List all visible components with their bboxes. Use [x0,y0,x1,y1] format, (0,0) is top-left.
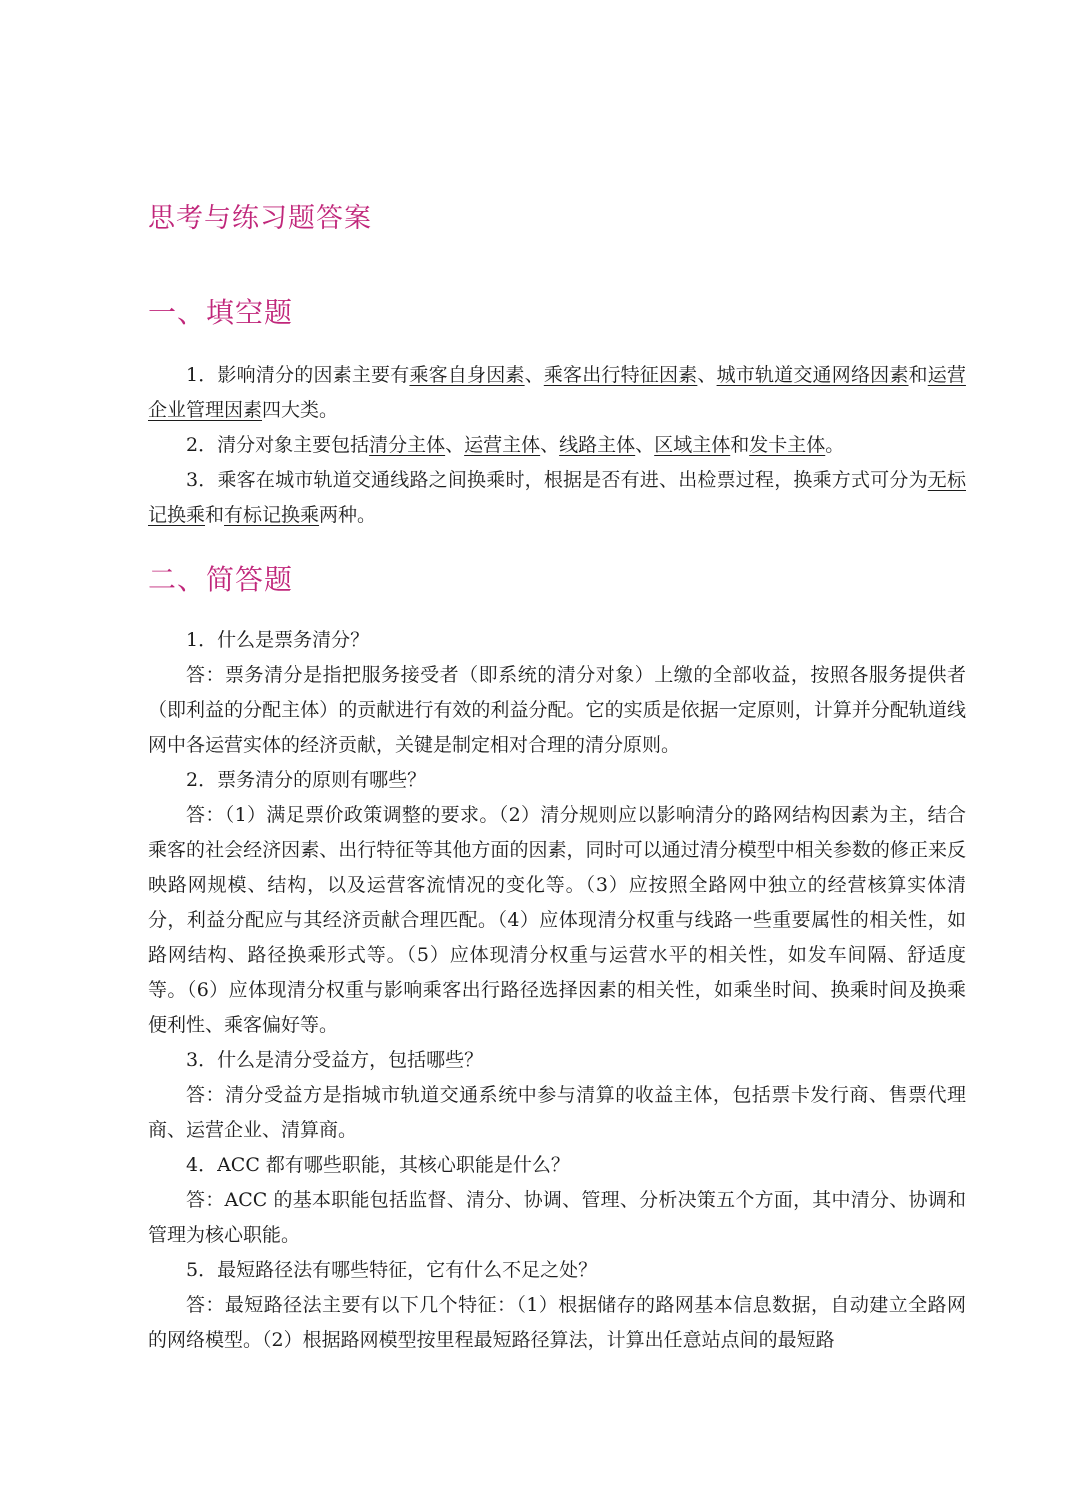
answer-blank: 运营主体 [464,434,541,456]
question-1: 1．什么是票务清分？ [186,629,370,651]
answer-blank: 清分主体 [369,434,446,456]
answer-blank: 无标记换乘 [148,469,966,526]
question-4: 4．ACC 都有哪些职能，其核心职能是什么？ [186,1154,570,1176]
question-3: 3．什么是清分受益方，包括哪些？ [186,1049,484,1071]
question-2: 2．票务清分的原则有哪些？ [186,769,427,791]
short-answer-questions [148,623,966,1358]
fill-in-questions [148,358,966,533]
answer-blank: 乘客自身因素 [409,364,525,386]
answer-blank: 发卡主体 [749,434,826,456]
answer-blank: 线路主体 [559,434,636,456]
answer-1: 答：票务清分是指把服务接受者（即系统的清分对象）上缴的全部收益，按照各服务提供者（即利益的分配主体）的贡献进行有效的利益分配。它的实质是依据一定原则，计算并分配轨道线网中各运营实体的经济贡献，关键是制定相对合理的清分原则。 [148,664,966,756]
answer-5: 答：最短路径法主要有以下几个特征：（1）根据储存的路网基本信息数据，自动建立全路网的网络模型。（2）根据路网模型按里程最短路径算法，计算出任意站点间的最短路 [148,1294,966,1351]
answer-blank: 城市轨道交通网络因素 [716,364,909,386]
answer-4: 答：ACC 的基本职能包括监督、清分、协调、管理、分析决策五个方面，其中清分、协调和管理为核心职能。 [148,1189,966,1246]
answer-blank: 区域主体 [654,434,731,456]
question-5: 5．最短路径法有哪些特征，它有什么不足之处？ [186,1259,598,1281]
fill-in-question-3: 3．乘客在城市轨道交通线路之间换乘时，根据是否有进、出检票过程，换乘方式可分为无标记换乘和有标记换乘两种。 [148,469,966,526]
answer-3: 答：清分受益方是指城市轨道交通系统中参与清算的收益主体，包括票卡发行商、售票代理商、运营企业、清算商。 [148,1084,966,1141]
page-title: 思考与练习题答案 [148,203,372,234]
answer-blank: 乘客出行特征因素 [543,364,698,386]
section-heading-short-answer: 二、简答题 [148,563,294,596]
answer-blank: 运营企业管理因素 [148,364,966,421]
section-heading-fill-in: 一、填空题 [148,296,294,329]
answer-blank: 有标记换乘 [224,504,320,526]
answer-2: 答：（1）满足票价政策调整的要求。（2）清分规则应以影响清分的路网结构因素为主，结合乘客的社会经济因素、出行特征等其他方面的因素，同时可以通过清分模型中相关参数的修正来反映路网规模、结构，以及运营客流情况的变化等。（3）应按照全路网中独立的经营核算实体清分，利益分配应与其经济贡献合理匹配。（4）应体现清分权重与线路一些重要属性的相关性，如路网结构、路径换乘形式等。（5）应体现清分权重与运营水平的相关性，如发车间隔、舒适度等。（6）应体现清分权重与影响乘客出行路径选择因素的相关性，如乘坐时间、换乘时间及换乘便利性、乘客偏好等。 [148,804,966,1036]
fill-in-question-1: 1．影响清分的因素主要有乘客自身因素、乘客出行特征因素、城市轨道交通网络因素和运营企业管理因素四大类。 [148,364,966,421]
fill-in-question-2: 2．清分对象主要包括清分主体、运营主体、线路主体、区域主体和发卡主体。 [186,434,845,456]
